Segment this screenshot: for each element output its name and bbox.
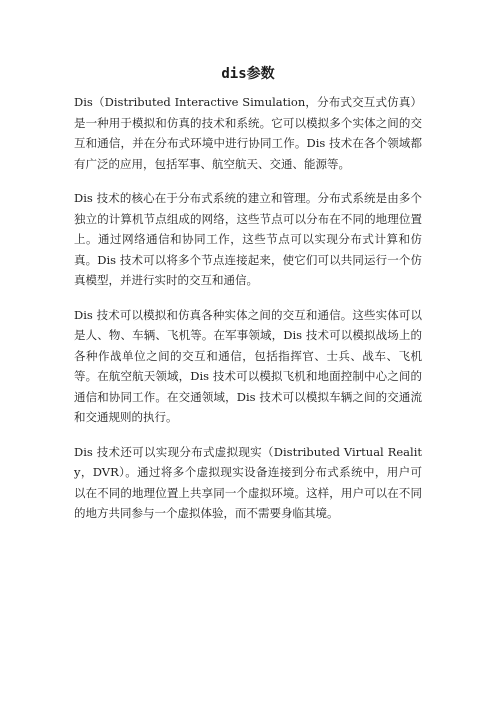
document-body xyxy=(74,92,422,538)
paragraph-3: Dis 技术可以模拟和仿真各种实体之间的交互和通信。这些实体可以是人、物、车辆、飞机等。在军事领域，Dis 技术可以模拟战场上的各种作战单位之间的交互和通信，包括指挥官、士兵、战车、飞机等。在航空航天领域，Dis 技术可以模拟飞机和地面控制中心之间的通信和协同工作。在交通领域，Dis 技术可以模拟车辆之间的交通流和交通规则的执行。 xyxy=(74,307,422,424)
paragraph-2: Dis 技术的核心在于分布式系统的建立和管理。分布式系统是由多个独立的计算机节点组成的网络，这些节点可以分布在不同的地理位置上。通过网络通信和协同工作，这些节点可以实现分布式计算和仿真。Dis 技术可以将多个节点连接起来，使它们可以共同运行一个仿真模型，并进行实时的交互和通信。 xyxy=(74,191,422,287)
paragraph-4: Dis 技术还可以实现分布式虚拟现实（Distributed Virtual Reality，DVR）。通过将多个虚拟现实设备连接到分布式系统中，用户可以在不同的地理位置上共享同一个虚拟环境。这样，用户可以在不同的地方共同参与一个虚拟体验，而不需要身临其境。 xyxy=(74,444,422,520)
paragraph-1: Dis（Distributed Interactive Simulation，分布式交互式仿真）是一种用于模拟和仿真的技术和系统。它可以模拟多个实体之间的交互和通信，并在分布式环境中进行协同工作。Dis 技术在各个领域都有广泛的应用，包括军事、航空航天、交通、能源等。 xyxy=(74,95,422,171)
document-title: dis参数 xyxy=(221,66,275,82)
